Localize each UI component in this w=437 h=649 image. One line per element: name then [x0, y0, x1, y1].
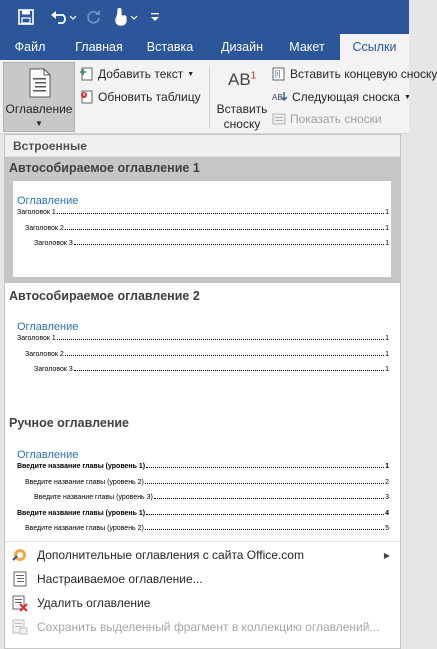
- add-text-label: Добавить текст: [98, 67, 184, 81]
- tab-insert[interactable]: Вставка: [146, 40, 194, 54]
- toc-gallery: [4, 134, 401, 649]
- chevron-down-icon: ▼: [187, 70, 195, 78]
- endnote-icon: [272, 67, 286, 81]
- preview-line: Заголовок 1 1: [17, 209, 389, 216]
- preview-heading: Оглавление: [17, 321, 79, 333]
- svg-text:AB: AB: [272, 93, 283, 102]
- toc-option-title: Автособираемое оглавление 2: [9, 289, 200, 303]
- tab-home[interactable]: Главная: [75, 40, 123, 54]
- toc-option-automatic-1[interactable]: [5, 157, 400, 283]
- menu-divider: [5, 541, 400, 542]
- more-toc-from-office-com[interactable]: [5, 543, 400, 567]
- custom-toc-item[interactable]: [5, 567, 400, 591]
- custom-toc-icon: [7, 571, 33, 587]
- remove-toc-icon: [7, 595, 33, 611]
- save-selection-to-toc-gallery[interactable]: [5, 615, 400, 639]
- toc-preview: [13, 433, 391, 541]
- preview-line: Заголовок 3 1: [34, 240, 389, 247]
- footnote-icon: $AB^1$: [228, 70, 257, 89]
- save-selection-icon: [7, 619, 33, 635]
- ribbon-tabs: [0, 34, 409, 60]
- toc-button-label: Оглавление: [5, 102, 73, 116]
- chevron-down-icon: ▼: [35, 119, 43, 128]
- toc-preview: [13, 307, 391, 393]
- preview-line: Введите название главы (уровень 3) 3: [34, 494, 389, 501]
- show-notes-icon: [272, 112, 286, 126]
- undo-icon[interactable]: [48, 0, 78, 34]
- table-of-contents-button[interactable]: [3, 62, 75, 132]
- update-table-icon: [80, 90, 94, 104]
- quick-access-toolbar: [0, 0, 409, 34]
- next-footnote-label: Следующая сноска: [292, 90, 400, 104]
- chevron-right-icon: ▶: [383, 550, 390, 560]
- tab-file[interactable]: Файл: [14, 40, 46, 54]
- preview-line: Введите название главы (уровень 1) 1: [17, 463, 389, 470]
- toc-preview: [13, 181, 391, 277]
- show-notes-label: Показать сноски: [290, 112, 382, 126]
- next-footnote-icon: [272, 90, 288, 104]
- chevron-down-icon: ▼: [403, 93, 411, 101]
- save-icon[interactable]: [14, 0, 38, 34]
- menu-item-label: Настраиваемое оглавление...: [37, 572, 203, 586]
- tab-layout[interactable]: Макет: [289, 40, 325, 54]
- menu-item-label: Сохранить выделенный фрагмент в коллекцию оглавлений...: [37, 620, 380, 634]
- preview-line: Заголовок 3 1: [34, 366, 389, 373]
- insert-endnote-label: Вставить концевую сноску: [290, 67, 437, 81]
- preview-line: Введите название главы (уровень 2) 5: [25, 525, 389, 532]
- toc-option-title: Автособираемое оглавление 1: [9, 161, 200, 175]
- preview-heading: Оглавление: [17, 195, 79, 207]
- tab-design[interactable]: Дизайн: [220, 40, 264, 54]
- tab-references[interactable]: Ссылки: [340, 34, 409, 60]
- preview-line: Заголовок 2 1: [25, 351, 389, 358]
- insert-endnote-button[interactable]: [272, 64, 437, 84]
- preview-line: Введите название главы (уровень 2) 2: [25, 479, 389, 486]
- office-com-icon: [7, 547, 33, 563]
- menu-item-label: Дополнительные оглавления с сайта Office.com: [37, 548, 304, 562]
- remove-toc-item[interactable]: [5, 591, 400, 615]
- section-header-built-in: Встроенные: [5, 135, 400, 157]
- update-table-label: Обновить таблицу: [98, 90, 201, 104]
- touch-mode-icon[interactable]: [112, 0, 140, 34]
- redo-icon: [84, 0, 104, 34]
- add-text-button[interactable]: [80, 64, 194, 84]
- group-divider: [209, 66, 210, 128]
- next-footnote-button[interactable]: [272, 87, 411, 107]
- show-notes-button[interactable]: [272, 109, 382, 129]
- add-text-icon: [80, 67, 94, 81]
- insert-footnote-label: Вставить сноску: [216, 102, 268, 131]
- update-table-button[interactable]: [80, 87, 201, 107]
- preview-heading: Оглавление: [17, 449, 79, 461]
- preview-line: Заголовок 2 1: [25, 225, 389, 232]
- ribbon-references: [0, 60, 437, 134]
- insert-footnote-button[interactable]: [215, 62, 269, 132]
- toc-option-title: Ручное оглавление: [9, 416, 130, 430]
- svg-text:[i]: [i]: [275, 71, 281, 78]
- toc-icon: [28, 68, 52, 98]
- toc-option-manual[interactable]: [5, 411, 400, 541]
- preview-line: Заголовок 1 1: [17, 335, 389, 342]
- menu-item-label: Удалить оглавление: [37, 596, 151, 610]
- preview-line: Введите название главы (уровень 1) 4: [17, 510, 389, 517]
- customize-icon[interactable]: [146, 0, 164, 34]
- toc-option-automatic-2[interactable]: [5, 283, 400, 393]
